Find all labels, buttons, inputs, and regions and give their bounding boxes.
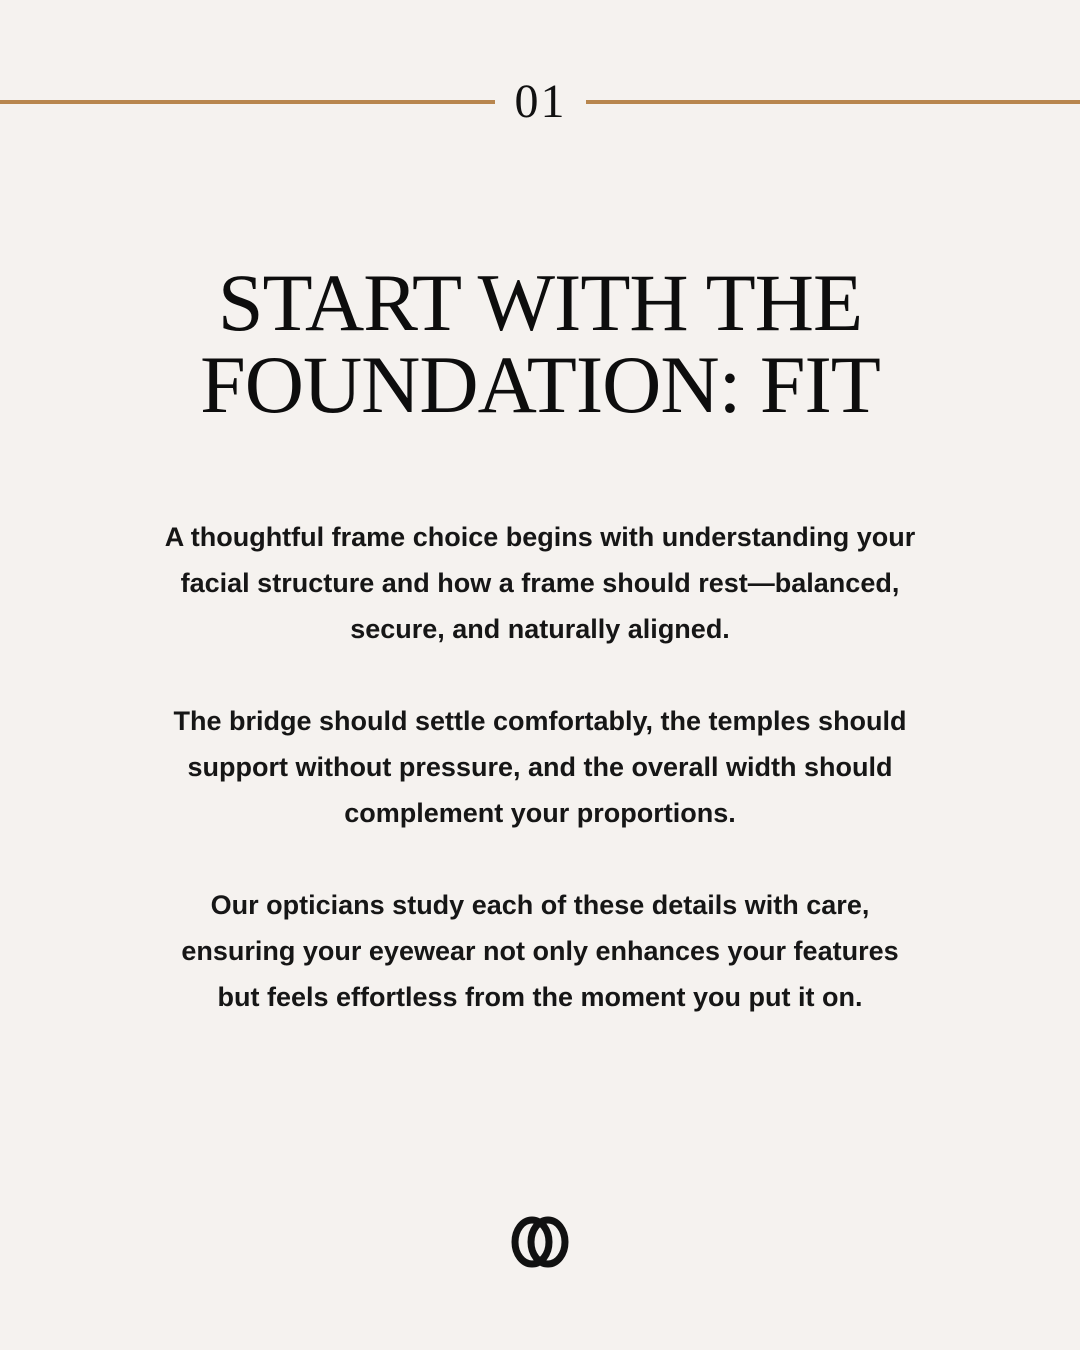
- page-title: [60, 257, 1020, 430]
- paragraph-2: The bridge should settle comfortably, the temples should support without pressure, and the overall width should complement your proportions.: [173, 706, 907, 828]
- title-line-2: FOUNDATION: FIT: [200, 339, 880, 430]
- page-number: 01: [514, 75, 567, 128]
- right-divider-line: [586, 100, 1080, 104]
- body-text: [160, 514, 920, 1066]
- interlocking-rings-logo-icon: [510, 1216, 570, 1268]
- paragraph-3: Our opticians study each of these details with care, ensuring your eyewear not only enhances your features but feels effortless from the moment you put it on.: [181, 890, 899, 1012]
- title-line-1: START WITH THE: [217, 257, 863, 348]
- left-divider-line: [0, 100, 495, 104]
- page-number-row: [0, 70, 1080, 134]
- paragraph-1: A thoughtful frame choice begins with understanding your facial structure and how a frame should rest—balanced, secure, and naturally aligned.: [164, 522, 916, 644]
